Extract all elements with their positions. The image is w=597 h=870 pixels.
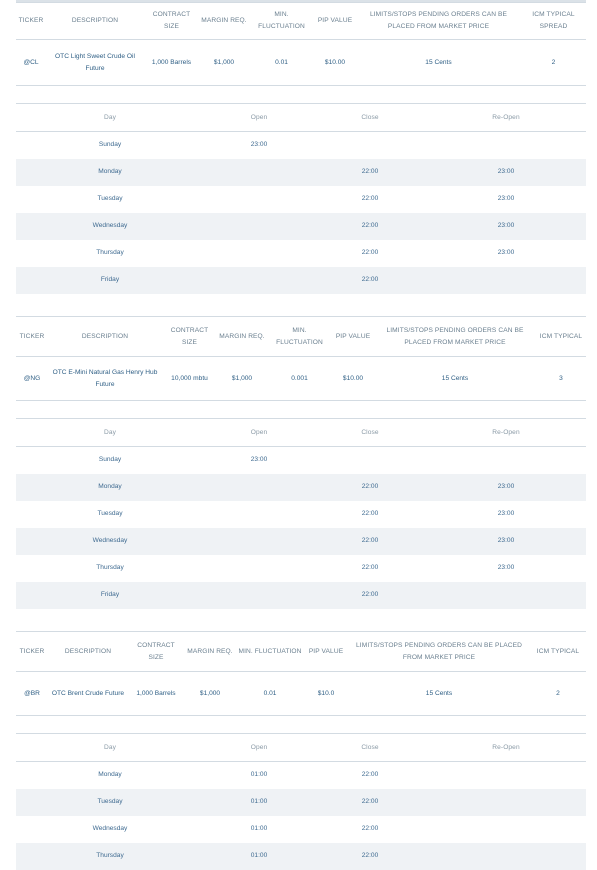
margin: $1,000 bbox=[231, 374, 253, 382]
col-min-fluctuation: MIN. FLUCTUATION bbox=[276, 326, 323, 346]
description: OTC Brent Crude Future bbox=[51, 689, 125, 697]
table-row bbox=[16, 501, 586, 528]
margin: $1,000 bbox=[213, 58, 235, 66]
day: Wednesday bbox=[92, 222, 128, 229]
spread: 2 bbox=[556, 689, 560, 697]
close: 22:00 bbox=[361, 852, 379, 859]
col-margin: MARGIN REQ. bbox=[219, 332, 265, 340]
day: Thursday bbox=[96, 249, 124, 256]
schedule-table-ng bbox=[16, 418, 586, 609]
spec-table-ng bbox=[16, 316, 586, 401]
table-row bbox=[16, 843, 586, 870]
table-row bbox=[16, 186, 586, 213]
day: Wednesday bbox=[92, 537, 128, 544]
min-fluctuation: 0.001 bbox=[291, 374, 308, 382]
open: 01:00 bbox=[250, 771, 268, 779]
col-open: Open bbox=[250, 743, 268, 751]
col-day: Day bbox=[103, 113, 117, 121]
table-row bbox=[16, 789, 586, 816]
day: Friday bbox=[100, 591, 120, 598]
reopen bbox=[426, 789, 586, 816]
close bbox=[314, 132, 426, 159]
min-fluctuation: 0.01 bbox=[275, 58, 288, 66]
day: Thursday bbox=[96, 564, 124, 571]
col-ticker: TICKER bbox=[19, 647, 45, 655]
reopen: 23:00 bbox=[497, 537, 515, 544]
col-open: Open bbox=[250, 113, 268, 121]
spread: 2 bbox=[551, 58, 556, 66]
limits: 15 Cents bbox=[441, 374, 469, 382]
table-row bbox=[16, 762, 586, 789]
col-margin: MARGIN REQ. bbox=[187, 647, 233, 655]
col-reopen: Re-Open bbox=[492, 428, 520, 436]
table-row bbox=[16, 240, 586, 267]
table-row bbox=[16, 213, 586, 240]
col-pip-value: PIP VALUE bbox=[317, 17, 353, 24]
table-row bbox=[16, 816, 586, 843]
close: 22:00 bbox=[361, 798, 379, 805]
spread: 3 bbox=[559, 374, 563, 382]
col-ticker: TICKER bbox=[18, 17, 44, 24]
table-row bbox=[16, 582, 586, 609]
open bbox=[204, 501, 314, 528]
table-row bbox=[16, 132, 586, 159]
col-day: Day bbox=[103, 428, 117, 436]
contract-size: 1,000 Barrels bbox=[151, 58, 192, 66]
pip-value: $10.00 bbox=[342, 374, 364, 382]
reopen: 23:00 bbox=[497, 195, 515, 202]
day: Thursday bbox=[96, 852, 124, 859]
col-ticker: TICKER bbox=[19, 332, 45, 340]
col-limits: LIMITS/STOPS PENDING ORDERS CAN BE PLACED FROM MARKET PRICE bbox=[356, 641, 522, 661]
day: Monday bbox=[98, 483, 122, 490]
reopen: 23:00 bbox=[497, 249, 515, 256]
col-margin: MARGIN REQ. bbox=[201, 17, 247, 24]
open bbox=[204, 582, 314, 609]
open bbox=[204, 267, 314, 294]
open bbox=[204, 186, 314, 213]
col-close: Close bbox=[361, 113, 379, 121]
table-row bbox=[16, 159, 586, 186]
description: OTC E-Mini Natural Gas Henry Hub Future bbox=[52, 368, 158, 388]
day: Sunday bbox=[98, 141, 122, 149]
col-close: Close bbox=[361, 743, 379, 751]
close: 22:00 bbox=[361, 249, 379, 256]
open: 01:00 bbox=[250, 852, 268, 859]
close: 22:00 bbox=[361, 591, 379, 598]
description: OTC Light Sweet Crude Oil Future bbox=[55, 52, 135, 72]
table-row bbox=[16, 267, 586, 294]
reopen: 23:00 bbox=[497, 483, 515, 490]
col-pip-value: PIP VALUE bbox=[308, 647, 344, 655]
min-fluctuation: 0.01 bbox=[263, 689, 277, 697]
contract-size: 1,000 Barrels bbox=[136, 689, 176, 697]
close: 22:00 bbox=[361, 483, 379, 490]
day: Friday bbox=[100, 276, 120, 283]
col-close: Close bbox=[361, 428, 379, 436]
day: Tuesday bbox=[97, 510, 123, 517]
table-row bbox=[16, 40, 586, 86]
table-row bbox=[16, 474, 586, 501]
col-reopen: Re-Open bbox=[492, 113, 520, 121]
col-description: DESCRIPTION bbox=[81, 332, 129, 340]
ticker: @BR bbox=[24, 689, 40, 697]
close bbox=[314, 447, 426, 474]
pip-value: $10.00 bbox=[324, 58, 346, 66]
reopen: 23:00 bbox=[497, 168, 515, 175]
table-row bbox=[16, 528, 586, 555]
open bbox=[204, 528, 314, 555]
spec-table-br bbox=[16, 631, 586, 716]
reopen: 23:00 bbox=[497, 564, 515, 571]
col-description: DESCRIPTION bbox=[64, 647, 112, 655]
col-limits: LIMITS/STOPS PENDING ORDERS CAN BE PLACED FROM MARKET PRICE bbox=[386, 326, 524, 346]
day: Wednesday bbox=[92, 825, 128, 832]
open bbox=[204, 159, 314, 186]
contract-size: 10,000 mbtu bbox=[171, 374, 208, 382]
col-open: Open bbox=[250, 428, 268, 436]
margin: $1,000 bbox=[199, 689, 221, 697]
day: Monday bbox=[98, 771, 122, 779]
col-pip-value: PIP VALUE bbox=[335, 332, 371, 340]
reopen: 23:00 bbox=[497, 510, 515, 517]
open bbox=[204, 474, 314, 501]
col-reopen: Re-Open bbox=[492, 743, 520, 751]
open: 01:00 bbox=[250, 798, 268, 805]
col-description: DESCRIPTION bbox=[71, 17, 119, 24]
close: 22:00 bbox=[361, 222, 379, 229]
reopen bbox=[426, 447, 586, 474]
table-row bbox=[16, 672, 586, 716]
ticker: @NG bbox=[23, 374, 41, 382]
col-day: Day bbox=[103, 743, 117, 751]
open bbox=[204, 555, 314, 582]
open: 23:00 bbox=[250, 456, 268, 464]
col-limits: LIMITS/STOPS PENDING ORDERS CAN BE PLACED FROM MARKET PRICE bbox=[369, 11, 507, 30]
close: 22:00 bbox=[361, 564, 379, 571]
col-contract-size: CONTRACT SIZE bbox=[152, 11, 191, 30]
close: 22:00 bbox=[361, 537, 379, 544]
close: 22:00 bbox=[361, 510, 379, 517]
day: Monday bbox=[98, 168, 122, 175]
open bbox=[204, 240, 314, 267]
open: 01:00 bbox=[250, 825, 268, 832]
reopen: 23:00 bbox=[497, 222, 515, 229]
open: 23:00 bbox=[250, 141, 268, 149]
col-min-fluctuation: MIN. FLUCTUATION bbox=[238, 647, 302, 655]
col-spread: ICM TYPICAL SPREAD bbox=[532, 11, 575, 30]
reopen bbox=[426, 762, 586, 789]
col-spread: ICM TYPICAL bbox=[536, 647, 580, 655]
limits: 15 Cents bbox=[425, 689, 453, 697]
col-contract-size: CONTRACT SIZE bbox=[170, 326, 209, 346]
schedule-table-cl bbox=[16, 103, 586, 294]
day: Sunday bbox=[98, 456, 122, 464]
close: 22:00 bbox=[361, 825, 379, 832]
day: Tuesday bbox=[97, 798, 123, 805]
col-spread: ICM TYPICAL bbox=[539, 332, 583, 340]
ticker: @CL bbox=[23, 58, 39, 66]
reopen bbox=[426, 843, 586, 870]
reopen bbox=[426, 582, 586, 609]
col-min-fluctuation: MIN. FLUCTUATION bbox=[258, 11, 305, 30]
open bbox=[204, 213, 314, 240]
reopen bbox=[426, 267, 586, 294]
table-row bbox=[16, 555, 586, 582]
table-row bbox=[16, 357, 586, 401]
table-row bbox=[16, 447, 586, 474]
reopen bbox=[426, 816, 586, 843]
limits: 15 Cents bbox=[425, 58, 452, 66]
close: 22:00 bbox=[361, 771, 379, 779]
reopen bbox=[426, 132, 586, 159]
pip-value: $10.0 bbox=[317, 689, 335, 697]
close: 22:00 bbox=[361, 168, 379, 175]
schedule-table-br bbox=[16, 733, 586, 870]
close: 22:00 bbox=[361, 195, 379, 202]
spec-table-cl bbox=[16, 2, 586, 86]
day: Tuesday bbox=[97, 195, 123, 202]
col-contract-size: CONTRACT SIZE bbox=[137, 641, 175, 661]
close: 22:00 bbox=[361, 276, 379, 283]
